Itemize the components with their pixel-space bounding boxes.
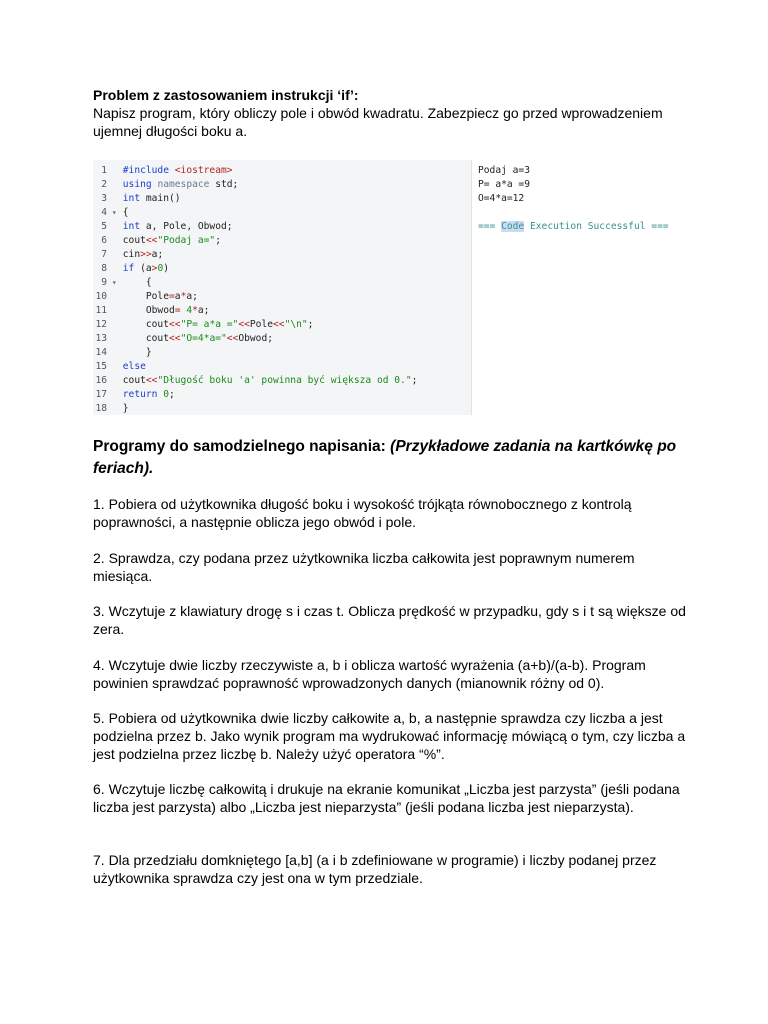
code-token: a; [197, 305, 210, 316]
fold-gutter [107, 332, 117, 346]
problem-title: Problem z zastosowaniem instrukcji ‘if’: [93, 87, 359, 103]
code-line [93, 290, 473, 304]
code-token: Obwod [122, 305, 175, 316]
fold-gutter [107, 402, 117, 416]
fold-gutter [107, 360, 117, 374]
task-item: 2. Sprawdza, czy podana przez użytkownika liczba całkowita jest poprawnym numerem miesiąca. [93, 550, 635, 584]
fold-arrow-icon[interactable]: ▾ [107, 208, 117, 217]
section-title [93, 436, 693, 480]
line-number: 3 [101, 193, 107, 204]
code-token: cout [122, 235, 146, 246]
line-number: 9 [101, 277, 107, 288]
code-line [93, 276, 473, 290]
line-number: 5 [101, 221, 107, 232]
code-line [93, 388, 473, 402]
code-token: (a [134, 263, 152, 274]
task-item: 6. Wczytuje liczbę całkowitą i drukuje na ekranie komunikat „Liczba jest parzysta” (jeśli podana liczba jest parzysta) albo „Liczba jest nieparzysta” (jeśli podana liczba jest nieparzysta). [93, 781, 680, 815]
output-line: Podaj a=3 [478, 165, 530, 176]
line-number: 1 [101, 165, 107, 176]
fold-gutter [107, 374, 117, 388]
line-number: 10 [95, 291, 107, 302]
code-token: #include [122, 165, 175, 176]
code-token: ; [215, 235, 221, 246]
code-token: "P= a*a =" [180, 319, 239, 330]
task-item: 7. Dla przedziału domkniętego [a,b] (a i b zdefiniowane w programie) i liczby podanej przez użytkownika sprawdza czy jest ona w tym przedziale. [93, 852, 657, 886]
code-line [93, 234, 473, 248]
line-number: 12 [95, 319, 107, 330]
code-token: cin [122, 249, 141, 260]
code-token: if [122, 263, 135, 274]
code-token: << [169, 333, 181, 344]
code-token: << [145, 375, 158, 386]
fold-gutter [107, 234, 117, 248]
fold-gutter [107, 164, 117, 178]
code-token: std; [209, 179, 239, 190]
code-token: ; [411, 375, 418, 386]
code-line [93, 304, 473, 318]
line-number: 17 [95, 389, 107, 400]
fold-gutter [107, 248, 117, 262]
code-token: cout [122, 319, 169, 330]
code-token: else [122, 361, 146, 372]
section-title-plain: Programy do samodzielnego napisania: [93, 438, 391, 455]
fold-gutter [107, 290, 117, 304]
code-token: { [122, 277, 152, 288]
code-token: "O=4*a=" [180, 333, 227, 344]
code-token: main() [140, 193, 181, 204]
code-token: int [122, 221, 141, 232]
fold-gutter [107, 304, 117, 318]
code-token: ; [307, 319, 314, 330]
line-number: 13 [95, 333, 107, 344]
line-number: 18 [95, 403, 107, 414]
problem-description: Napisz program, który obliczy pole i obwód kwadratu. Zabezpiecz go przed wprowadzeniem ujemnej długości boku a. [93, 105, 663, 139]
line-number: 11 [95, 305, 107, 316]
code-line [93, 248, 473, 262]
code-screenshot [93, 160, 677, 415]
fold-gutter [107, 192, 117, 206]
code-token: <iostream> [174, 165, 233, 176]
code-token: cout [122, 375, 146, 386]
code-token: << [273, 319, 285, 330]
task-item: 1. Pobiera od użytkownika długość boku i wysokość trójkąta równobocznego z kontrolą poprawności, a następnie oblicza jego obwód i pole. [93, 496, 632, 530]
code-line [93, 332, 473, 346]
code-token: ) [163, 263, 170, 274]
code-token: << [169, 319, 181, 330]
task-item: 3. Wczytuje z klawiatury drogę s i czas t. Oblicza prędkość w przypadku, gdy s i t są większe od zera. [93, 603, 686, 637]
code-line [93, 346, 473, 360]
code-token: 0 [163, 389, 169, 400]
code-token: "Długość boku 'a' powinna być większa od 0." [157, 375, 412, 386]
output-console [471, 160, 678, 415]
code-token: using [122, 179, 152, 190]
code-token: a [174, 291, 181, 302]
code-token: << [238, 319, 250, 330]
fold-gutter [107, 262, 117, 276]
line-number: 16 [95, 375, 107, 386]
code-token: << [226, 333, 239, 344]
code-token: Pole [249, 319, 273, 330]
code-token: "Podaj a=" [157, 235, 216, 246]
code-line [93, 318, 473, 332]
code-token: a; [151, 249, 164, 260]
code-token: return [122, 389, 158, 400]
code-line [93, 192, 473, 206]
code-token: } [122, 403, 129, 414]
line-number: 6 [101, 235, 107, 246]
fold-gutter [107, 388, 117, 402]
code-token: { [122, 207, 129, 218]
line-number: 7 [101, 249, 107, 260]
section-title-italic: (Przykładowe zadania na kartkówkę po feriach). [93, 438, 677, 477]
code-token: << [145, 235, 158, 246]
status-suffix: Execution Successful === [524, 221, 669, 232]
code-token: a, Pole, Obwod; [140, 221, 233, 232]
task-item: 5. Pobiera od użytkownika dwie liczby całkowite a, b, a następnie sprawdza czy liczba a jest podzielna przez b. Jako wynik program ma wydrukować informację mówiącą o tym, czy liczba a jest podzielna przez liczbę b. Należy użyć operatora “%”. [93, 710, 686, 762]
code-line [93, 374, 473, 388]
code-token: * [192, 305, 198, 316]
line-number: 4 [101, 207, 107, 218]
line-number: 14 [95, 347, 107, 358]
fold-arrow-icon[interactable]: ▾ [107, 278, 117, 287]
code-line [93, 178, 473, 192]
status-prefix: === [478, 221, 502, 232]
fold-gutter [107, 178, 117, 192]
task-item: 4. Wczytuje dwie liczby rzeczywiste a, b i oblicza wartość wyrażenia (a+b)/(a-b). Program powinien sprawdzać poprawność wprowadzonych danych (mianownik różny od 0). [93, 657, 646, 691]
code-token: * [180, 291, 187, 302]
fold-gutter [107, 220, 117, 234]
code-token: ; [169, 389, 175, 400]
code-token: } [122, 347, 152, 358]
code-token: namespace [157, 179, 210, 190]
fold-gutter [107, 346, 117, 360]
code-token: a; [186, 291, 198, 302]
code-line [93, 220, 473, 234]
code-line [93, 262, 473, 276]
code-token: >> [140, 249, 152, 260]
code-token: 4 [186, 305, 193, 316]
line-number: 8 [101, 263, 107, 274]
output-line: P= a*a =9 [478, 179, 530, 190]
code-token: 0 [157, 263, 164, 274]
code-token: Obwod; [238, 333, 273, 344]
code-line [93, 402, 473, 416]
code-line [93, 164, 473, 178]
fold-gutter [107, 318, 117, 332]
execution-status [478, 220, 669, 234]
output-line: O=4*a=12 [478, 193, 525, 204]
line-number: 15 [95, 361, 107, 372]
code-token: = [174, 305, 181, 316]
code-token: Pole [122, 291, 169, 302]
code-line [93, 360, 473, 374]
line-number: 2 [101, 179, 107, 190]
code-token: "\n" [284, 319, 308, 330]
code-editor [93, 164, 473, 416]
code-token: int [122, 193, 141, 204]
code-token: cout [122, 333, 169, 344]
code-token: = [169, 291, 175, 302]
code-token: > [151, 263, 158, 274]
code-line [93, 206, 473, 220]
output-blank [478, 206, 669, 220]
status-highlight: Code [501, 221, 525, 232]
